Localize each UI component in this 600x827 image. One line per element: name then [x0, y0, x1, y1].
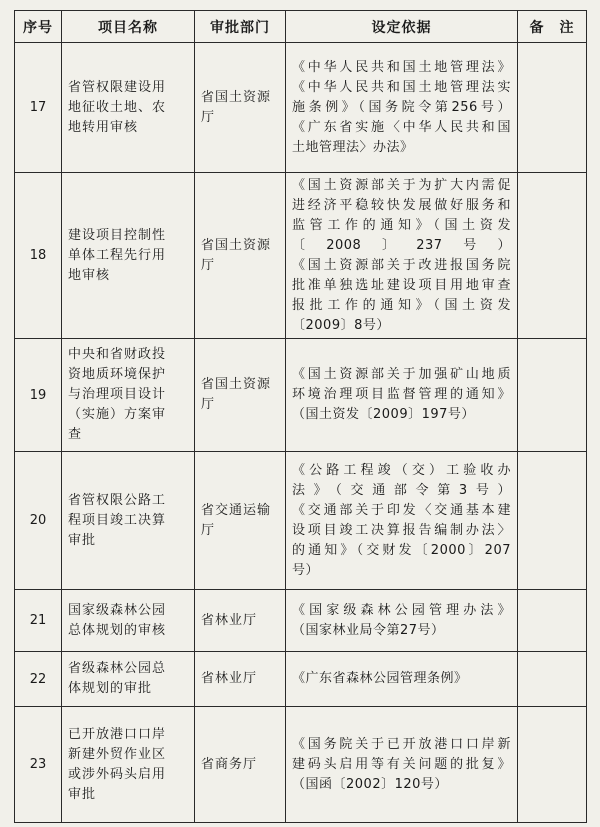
row-project-name-line: 省级森林公园总 — [68, 661, 167, 676]
row-department-line: 厅 — [201, 397, 216, 412]
row-legal-basis-line: 〔2008〕237号） — [292, 237, 511, 253]
row-legal-basis-line: 号） — [292, 562, 320, 578]
row-legal-basis-line: （国函〔2002〕120号） — [292, 776, 448, 792]
row-project-name-line: 地审核 — [68, 267, 111, 283]
row-project-name-line: 审批 — [68, 786, 97, 802]
row-legal-basis-line: 《国土资源部关于为扩大内需促 — [292, 177, 511, 193]
row-department-line: 省国土资源 — [201, 377, 272, 392]
row-legal-basis-line: 法》（交通部令第3号） — [292, 482, 511, 498]
row-seq: 21 — [15, 590, 62, 652]
row-project-name-line: 单体工程先行用 — [68, 247, 167, 263]
row-project-name — [62, 590, 195, 652]
row-legal-basis-line: 批准单独选址建设项目用地审查 — [292, 277, 511, 293]
row-department — [195, 707, 286, 823]
row-legal-basis — [286, 590, 518, 652]
row-project-name — [62, 43, 195, 173]
row-project-name-line: 已开放港口口岸 — [68, 726, 167, 742]
row-department — [195, 590, 286, 652]
header-dept: 审批部门 — [195, 11, 286, 43]
row-project-name-line: 建设项目控制性 — [68, 227, 167, 243]
row-seq: 18 — [15, 173, 62, 339]
row-project-name — [62, 173, 195, 339]
table-row — [15, 652, 587, 707]
row-department-line: 厅 — [201, 257, 216, 273]
row-legal-basis-line: 《中华人民共和国土地管理法》 — [292, 59, 511, 75]
row-legal-basis-line: 土地管理法〉办法》 — [292, 139, 414, 155]
row-project-name-line: 中央和省财政投 — [68, 347, 167, 362]
row-project-name — [62, 452, 195, 590]
table-row — [15, 339, 587, 452]
row-legal-basis-line: 设项目竣工决算报告编制办法〉 — [292, 522, 511, 538]
row-legal-basis-line: 建码头启用等有关问题的批复》 — [292, 756, 511, 772]
table-row — [15, 173, 587, 339]
row-project-name-line: 省管权限建设用 — [68, 79, 167, 95]
row-department-line: 省林业厅 — [201, 671, 258, 686]
table-row — [15, 590, 587, 652]
row-legal-basis-line: 〔2009〕8号） — [292, 317, 390, 333]
row-department-line: 省交通运输 — [201, 502, 272, 518]
row-department — [195, 652, 286, 707]
row-legal-basis-line: 环境治理项目监督管理的通知》 — [292, 387, 511, 402]
row-legal-basis — [286, 43, 518, 173]
row-project-name-line: 程项目竣工决算 — [68, 512, 167, 528]
row-legal-basis — [286, 707, 518, 823]
row-project-name — [62, 707, 195, 823]
row-legal-basis-line: 报批工作的通知》（国土资发 — [292, 297, 511, 313]
row-legal-basis-line: 《国务院关于已开放港口口岸新 — [292, 736, 511, 752]
row-seq: 17 — [15, 43, 62, 173]
header-name: 项目名称 — [62, 11, 195, 43]
row-department-line: 省国土资源 — [201, 237, 272, 253]
row-legal-basis — [286, 339, 518, 452]
row-note — [518, 652, 587, 707]
row-project-name-line: 地转用审核 — [68, 119, 139, 135]
row-department — [195, 339, 286, 452]
row-department — [195, 452, 286, 590]
row-project-name-line: 查 — [68, 427, 83, 442]
table-header-row — [15, 11, 587, 43]
row-project-name-line: 省管权限公路工 — [68, 492, 167, 508]
row-legal-basis — [286, 173, 518, 339]
table-row — [15, 43, 587, 173]
row-legal-basis-line: （国土资发〔2009〕197号） — [292, 407, 475, 422]
row-legal-basis-line: 《广东省实施〈中华人民共和国 — [292, 119, 511, 135]
row-project-name-line: （实施）方案审 — [68, 407, 167, 422]
row-seq: 20 — [15, 452, 62, 590]
row-department-line: 省商务厅 — [201, 756, 258, 772]
row-project-name-line: 或涉外码头启用 — [68, 766, 167, 782]
row-note — [518, 452, 587, 590]
row-department-line: 厅 — [201, 522, 216, 538]
row-note — [518, 173, 587, 339]
row-project-name-line: 国家级森林公园 — [68, 602, 167, 618]
row-legal-basis — [286, 452, 518, 590]
row-department-line: 省林业厅 — [201, 612, 258, 628]
row-legal-basis-line: 《中华人民共和国土地管理法实 — [292, 79, 511, 95]
row-seq: 19 — [15, 339, 62, 452]
table-body — [15, 43, 587, 823]
row-department-line: 省国土资源 — [201, 89, 272, 105]
row-project-name-line: 与治理项目设计 — [68, 387, 167, 402]
row-legal-basis-line: 《国土资源部关于加强矿山地质 — [292, 367, 511, 382]
row-note — [518, 590, 587, 652]
row-legal-basis-line: （国家林业局令第27号） — [292, 622, 445, 638]
row-note — [518, 43, 587, 173]
approval-items-table — [14, 10, 587, 823]
row-project-name-line: 新建外贸作业区 — [68, 746, 167, 762]
table-row — [15, 452, 587, 590]
table-row — [15, 707, 587, 823]
row-legal-basis-line: 的通知》（交财发〔2000〕207 — [292, 542, 511, 558]
row-project-name-line: 总体规划的审核 — [68, 622, 167, 638]
row-seq: 22 — [15, 652, 62, 707]
row-project-name — [62, 339, 195, 452]
row-seq: 23 — [15, 707, 62, 823]
row-department — [195, 173, 286, 339]
row-legal-basis-line: 《国土资源部关于改进报国务院 — [292, 257, 511, 273]
row-legal-basis-line: 进经济平稳较快发展做好服务和 — [292, 197, 511, 213]
row-project-name-line: 审批 — [68, 532, 97, 548]
row-project-name — [62, 652, 195, 707]
row-legal-basis-line: 监管工作的通知》（国土资发 — [292, 217, 511, 233]
header-note: 备 注 — [518, 11, 587, 43]
row-project-name-line: 资地质环境保护 — [68, 367, 167, 382]
row-legal-basis-line: 《国家级森林公园管理办法》 — [292, 602, 511, 618]
header-basis: 设定依据 — [286, 11, 518, 43]
header-seq: 序号 — [15, 11, 62, 43]
row-project-name-line: 地征收土地、农 — [68, 99, 167, 115]
row-legal-basis-line: 施条例》（国务院令第256号） — [292, 99, 511, 115]
row-legal-basis-line: 《公路工程竣（交）工验收办 — [292, 462, 511, 478]
row-project-name-line: 体规划的审批 — [68, 681, 153, 696]
row-department — [195, 43, 286, 173]
row-department-line: 厅 — [201, 109, 216, 125]
row-legal-basis-line: 《广东省森林公园管理条例》 — [292, 671, 468, 686]
row-legal-basis — [286, 652, 518, 707]
row-legal-basis-line: 《交通部关于印发〈交通基本建 — [292, 502, 511, 518]
row-note — [518, 707, 587, 823]
row-note — [518, 339, 587, 452]
